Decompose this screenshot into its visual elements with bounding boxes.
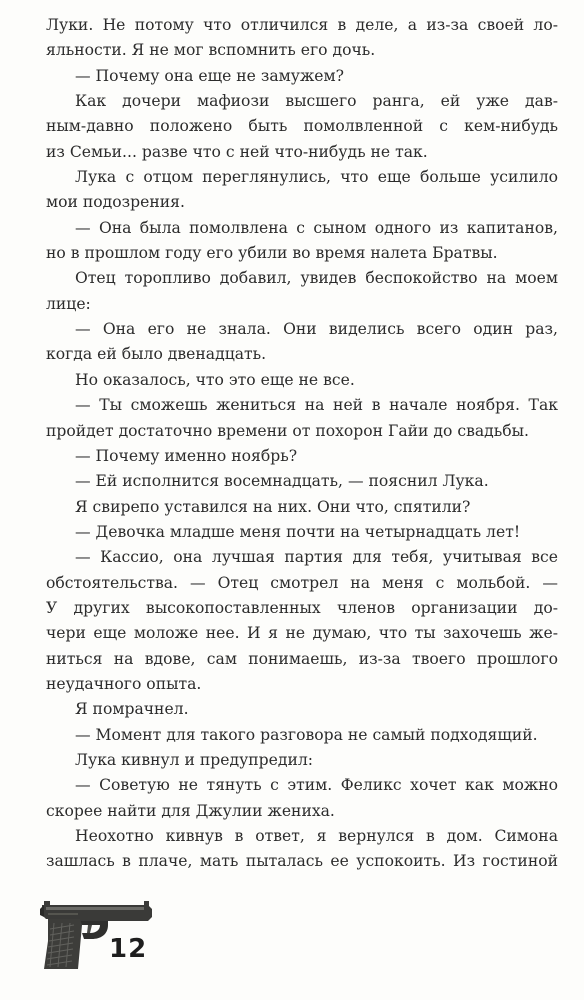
text-line: Отец торопливо добавил, увидев беспокойство на моем (75, 269, 558, 288)
text-line: Я свирепо уставился на них. Они что, спятили? (75, 497, 471, 516)
text-line: Как дочери мафиози высшего ранга, ей уже дав- (75, 92, 558, 111)
text-line: зашлась в плаче, мать пыталась ее успокоить. Из гостиной (46, 852, 558, 871)
text-line: скорее найти для Джулии жениха. (46, 801, 335, 820)
text-line: чери еще моложе нее. И я не думаю, что ты захочешь же- (46, 624, 558, 643)
page-number: 12 (105, 934, 151, 964)
text-line: но в прошлом году его убили во время налета Братвы. (46, 244, 498, 263)
text-line: — Девочка младше меня почти на четырнадцать лет! (75, 522, 521, 541)
text-line: Но оказалось, что это еще не все. (75, 370, 355, 389)
text-line: когда ей было двенадцать. (46, 345, 267, 364)
text-line: — Момент для такого разговора не самый подходящий. (75, 725, 538, 744)
text-line: — Она его не знала. Они виделись всего один раз, (75, 320, 558, 339)
text-line: — Ей исполнится восемнадцать, — пояснил Лука. (75, 472, 489, 491)
text-line: лице: (46, 294, 91, 313)
text-line: — Кассио, она лучшая партия для тебя, учитывая все (75, 548, 558, 567)
text-line: — Почему именно ноябрь? (75, 446, 298, 465)
text-line: пройдет достаточно времени от похорон Гайи до свадьбы. (46, 421, 529, 440)
text-line: Неохотно кивнув в ответ, я вернулся в дом. Симона (75, 827, 558, 845)
text-line: — Почему она еще не замужем? (75, 66, 345, 85)
text-line: — Она была помолвлена с сыном одного из капитанов, (75, 218, 558, 237)
text-line: Я помрачнел. (75, 700, 189, 719)
text-line: из Семьи... разве что с ней что-нибудь не так. (46, 142, 428, 161)
text-line: яльности. Я не мог вспомнить его дочь. (46, 41, 376, 60)
page-footer (38, 895, 178, 975)
text-line: обстоятельства. — Отец смотрел на меня с мольбой. — (46, 573, 558, 592)
text-line: У других высокопоставленных членов организации до- (46, 598, 558, 617)
text-line: Луки. Не потому что отличился в деле, а из-за своей ло- (46, 16, 558, 34)
body-text (46, 13, 558, 875)
text-line: Лука с отцом переглянулись, что еще больше усилило (75, 168, 558, 187)
text-line: неудачного опыта. (46, 674, 202, 693)
text-line: Лука кивнул и предупредил: (75, 750, 314, 769)
text-line: ным-давно положено быть помолвленной с кем-нибудь (46, 117, 558, 136)
text-line: — Советую не тянуть с этим. Феликс хочет как можно (75, 776, 558, 795)
text-line: — Ты сможешь жениться на ней в начале ноября. Так (75, 396, 558, 415)
text-line: мои подозрения. (46, 193, 185, 212)
text-line: ниться на вдове, сам понимаешь, из-за твоего прошлого (46, 649, 558, 668)
